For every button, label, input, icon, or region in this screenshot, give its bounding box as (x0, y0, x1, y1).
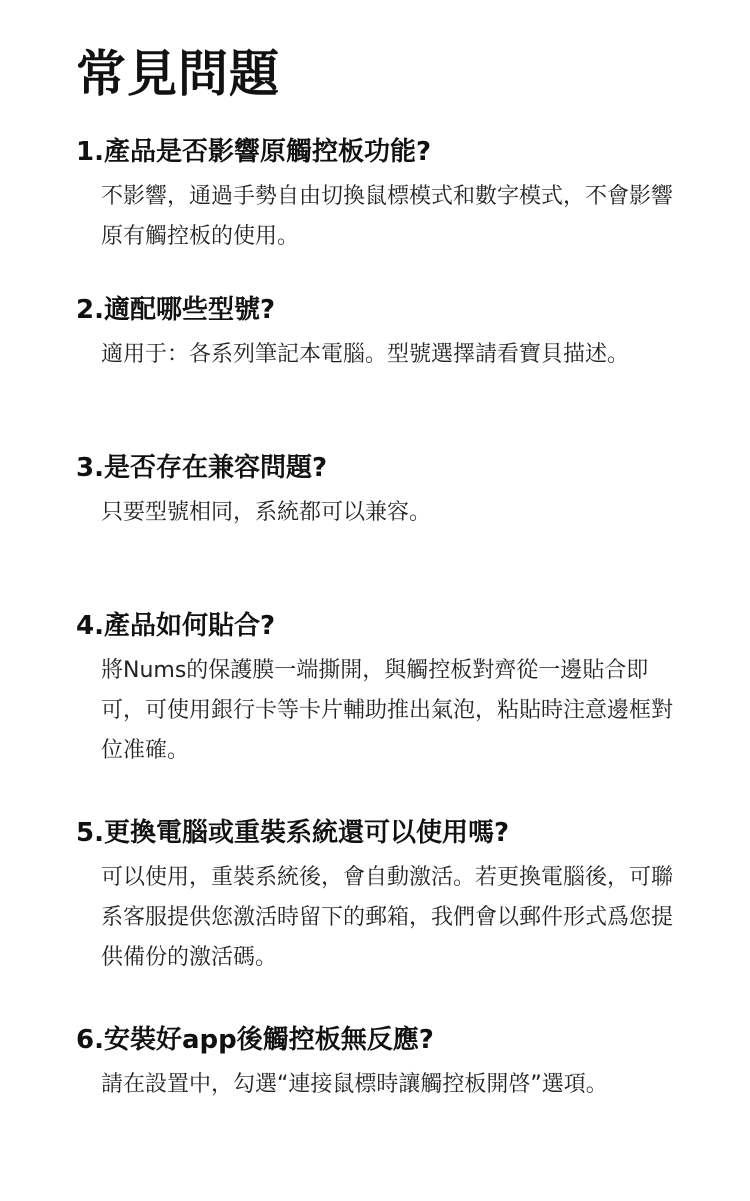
page-title: 常見問題 (76, 45, 280, 103)
faq-answer: 將Nums的保護膜一端撕開，與觸控板對齊從一邊貼合即可，可使用銀行卡等卡片輔助推出氣泡，粘貼時注意邊框對位准確。 (101, 658, 674, 763)
faq-question: 3.是否存在兼容問題? (76, 453, 328, 483)
faq-question: 6.安裝好app後觸控板無反應? (76, 1025, 434, 1055)
faq-item-change-computer (76, 816, 696, 978)
faq-item-how-to-apply (76, 609, 696, 771)
faq-answer: 只要型號相同，系統都可以兼容。 (101, 500, 432, 525)
faq-item-no-response (76, 1023, 696, 1105)
faq-question: 5.更換電腦或重裝系統還可以使用嗎? (76, 818, 510, 848)
faq-question: 2.適配哪些型號? (76, 295, 276, 325)
faq-question: 4.產品如何貼合? (76, 611, 276, 641)
faq-answer: 請在設置中，勾選“連接鼠標時讓觸控板開啓”選項。 (101, 1072, 608, 1097)
faq-answer: 適用于：各系列筆記本電腦。型號選擇請看寶貝描述。 (101, 342, 630, 367)
faq-answer: 可以使用，重裝系統後，會自動激活。若更換電腦後，可聯系客服提供您激活時留下的郵箱，我們會以郵件形式爲您提供備份的激活碼。 (101, 865, 674, 970)
faq-item-compatibility-issues (76, 451, 696, 533)
faq-item-compatibility-touchpad (76, 135, 696, 257)
faq-answer: 不影響，通過手勢自由切換鼠標模式和數字模式，不會影響原有觸控板的使用。 (101, 184, 674, 249)
faq-question: 1.產品是否影響原觸控板功能? (76, 137, 432, 167)
faq-item-supported-models (76, 293, 696, 375)
